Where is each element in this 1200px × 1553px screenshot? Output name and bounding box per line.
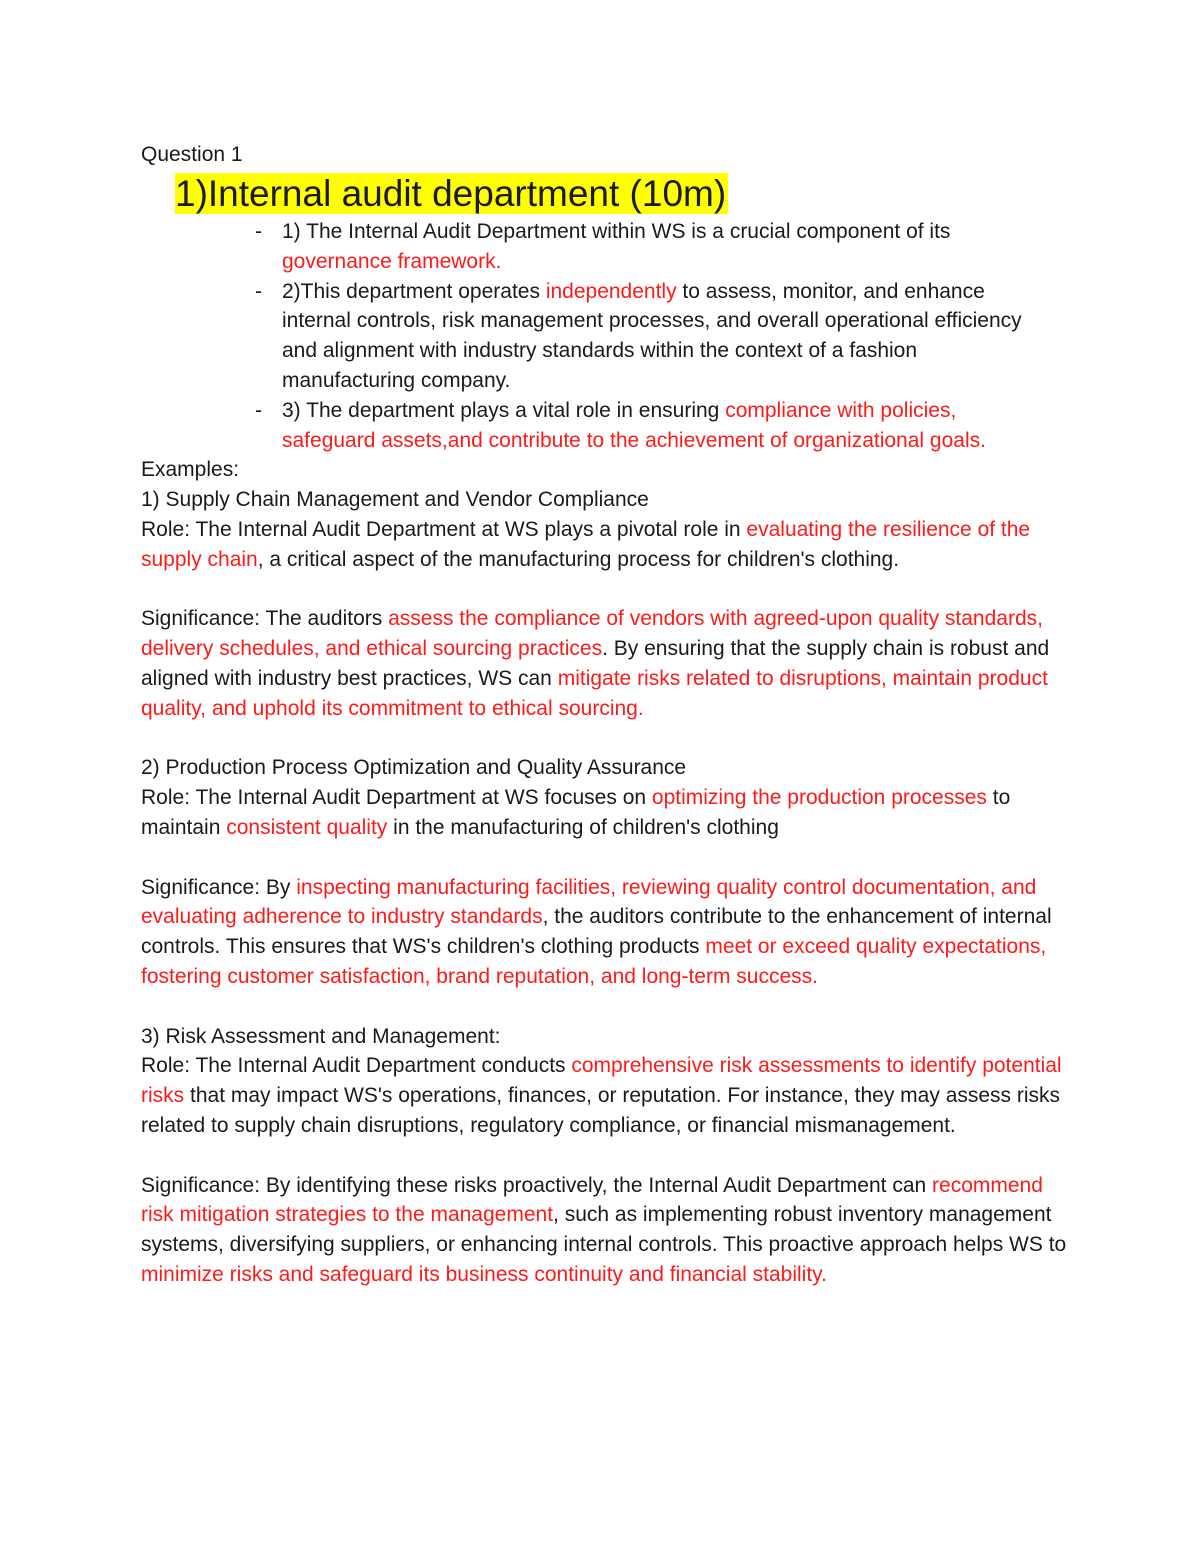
example-title: 1) Supply Chain Management and Vendor Compliance <box>141 488 649 512</box>
highlighted-text: meet or exceed quality expectations, fostering customer satisfaction, brand reputation, and long-term success. <box>141 935 1047 988</box>
example-title: 3) Risk Assessment and Management: <box>141 1024 501 1048</box>
bullet-item <box>141 277 1071 396</box>
section-heading <box>175 171 1071 217</box>
highlighted-text: assess the compliance of vendors with agreed-upon quality standards, delivery schedules, and ethical sourcing practices <box>141 607 1043 661</box>
highlighted-text: mitigate risks related to disruptions, maintain product quality, and uphold its commitment to ethical sourcing. <box>141 666 1048 720</box>
bullet-marker: - <box>255 398 262 422</box>
bullet-marker: - <box>255 279 262 303</box>
highlighted-text: independently <box>545 279 677 303</box>
example-significance <box>141 873 1071 992</box>
paragraph-spacer <box>141 724 1071 754</box>
body-text: Role: The Internal Audit Department at WS focuses on <box>141 786 652 810</box>
body-text: Significance: The auditors <box>141 607 389 631</box>
body-text: 2)This department operates <box>282 279 546 303</box>
highlighted-heading-text: 1)Internal audit department (10m) <box>175 173 727 214</box>
bullet-marker: - <box>255 220 262 243</box>
example-title: 2) Production Process Optimization and Quality Assurance <box>141 756 687 780</box>
examples-label: Examples: <box>141 458 240 482</box>
highlighted-text: governance framework. <box>282 249 502 273</box>
example-role <box>141 783 1071 843</box>
highlighted-text: inspecting manufacturing facilities, reviewing quality control documentation, and evaluating adherence to industry standards <box>141 875 1037 929</box>
paragraph-spacer <box>141 843 1071 873</box>
body-text: 3) The department plays a vital role in ensuring <box>282 398 726 422</box>
body-text: to maintain <box>141 786 1011 839</box>
body-text: Significance: By <box>141 875 297 899</box>
highlighted-text: optimizing the production processes <box>651 786 987 810</box>
highlighted-text: comprehensive risk assessments to identify potential risks <box>141 1054 1062 1108</box>
body-text: Significance: By identifying these risks proactively, the Internal Audit Department can <box>141 1173 933 1197</box>
paragraph-spacer <box>141 992 1071 1022</box>
highlighted-text: recommend risk mitigation strategies to the management <box>141 1173 1043 1227</box>
examples-sections <box>141 485 1071 1290</box>
paragraph-spacer <box>141 1141 1071 1171</box>
document-page <box>141 140 1071 1290</box>
body-text: to assess, monitor, and enhance internal controls, risk management processes, and overall operational efficiency and alignment with industry standards within the context of a fashion manufacturing company. <box>282 279 1022 392</box>
bullet-list <box>141 217 1071 455</box>
example-significance <box>141 604 1071 723</box>
body-text: , such as implementing robust inventory management systems, diversifying suppliers, or enhancing internal controls. This proactive approach helps WS to <box>141 1203 1067 1257</box>
body-text: . By ensuring that the supply chain is robust and aligned with industry best practices, WS can <box>141 637 1050 690</box>
bullet-item <box>141 396 1071 456</box>
body-text: 1) The Internal Audit Department within WS is a crucial component of its <box>282 220 951 243</box>
bullet-item <box>141 217 1071 277</box>
highlighted-text: consistent quality <box>226 815 388 839</box>
body-text: , a critical aspect of the manufacturing process for children's clothing. <box>257 547 900 571</box>
body-text: Role: The Internal Audit Department conducts <box>141 1054 572 1078</box>
highlighted-text: compliance with policies, safeguard assets,and contribute to the achievement of organizational goals. <box>282 398 986 452</box>
body-text: in the manufacturing of children's clothing <box>387 815 779 839</box>
highlighted-text: minimize risks and safeguard its business continuity and financial stability. <box>141 1262 827 1286</box>
example-significance <box>141 1171 1071 1290</box>
example-role <box>141 515 1071 575</box>
example-role <box>141 1051 1071 1140</box>
body-text: that may impact WS's operations, finances, or reputation. For instance, they may assess risks related to supply chain disruptions, regulatory compliance, or financial mismanagement. <box>141 1084 1061 1137</box>
highlighted-text: evaluating the resilience of the supply chain <box>141 517 1031 571</box>
paragraph-spacer <box>141 575 1071 605</box>
question-label: Question 1 <box>141 143 243 166</box>
body-text: , the auditors contribute to the enhancement of internal controls. This ensures that WS's children's clothing products <box>141 905 1052 959</box>
body-text: Role: The Internal Audit Department at WS plays a pivotal role in <box>141 517 747 541</box>
